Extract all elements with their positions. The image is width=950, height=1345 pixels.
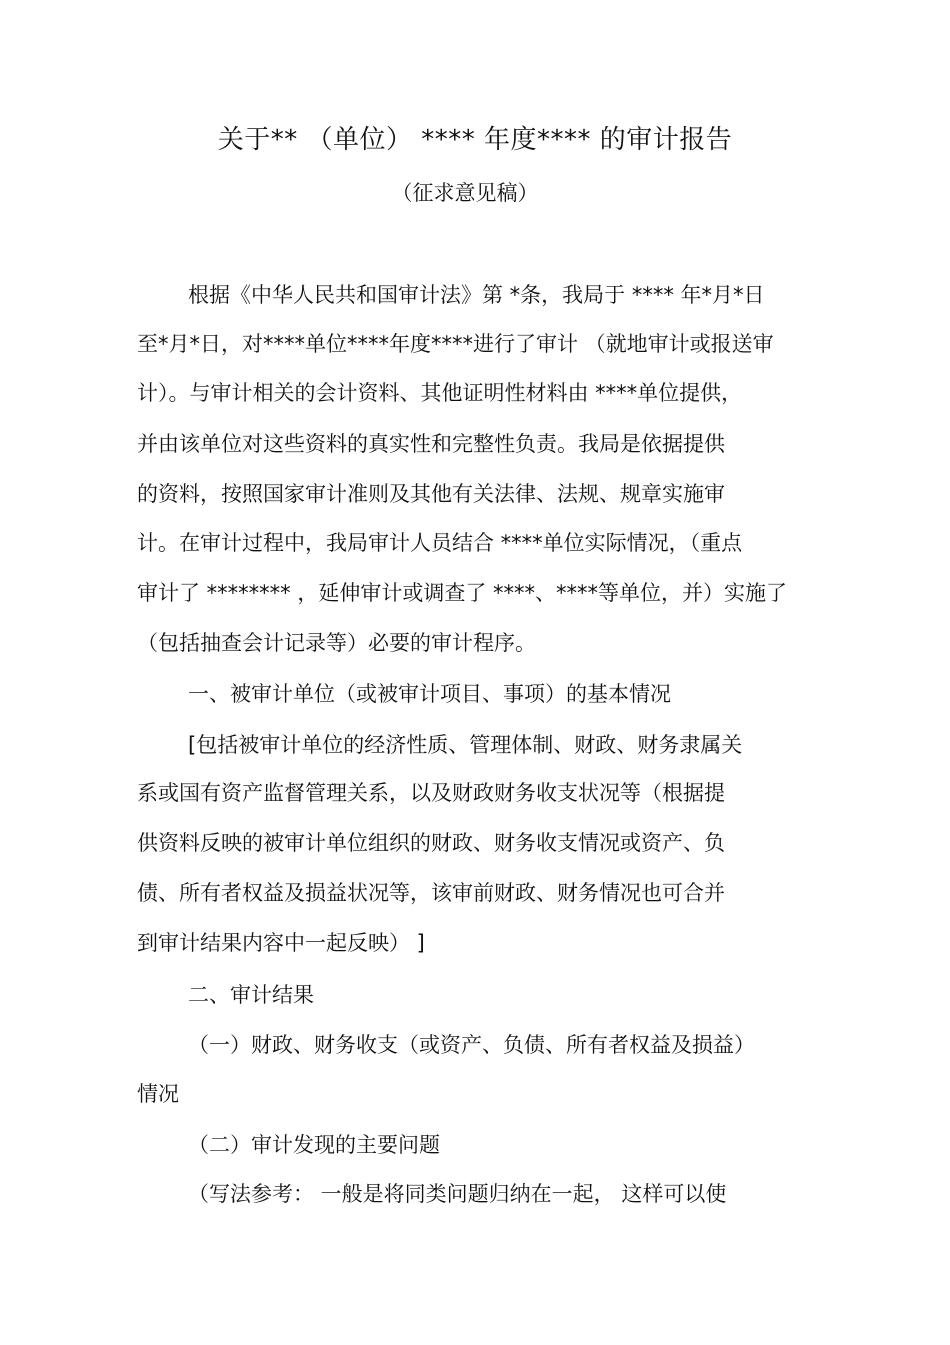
subsection-heading: （二）审计发现的主要问题: [188, 1133, 440, 1157]
section-heading: 一、被审计单位（或被审计项目、事项）的基本情况: [188, 682, 671, 706]
body-line: 根据《中华人民共和国审计法》第 *条，我局于 **** 年*月*日: [188, 283, 765, 307]
body-line: 债、所有者权益及损益状况等，该审前财政、财务情况也可合并: [137, 881, 725, 905]
body-line: 情况: [137, 1082, 179, 1106]
section-heading: 二、审计结果: [188, 983, 314, 1007]
subsection-heading: （一）财政、财务收支（或资产、负债、所有者权益及损益）: [188, 1033, 755, 1057]
body-line: （包括抽查会计记录等）必要的审计程序。: [137, 631, 536, 655]
document-title: 关于** （单位） **** 年度**** 的审计报告: [217, 125, 733, 155]
body-line: 供资料反映的被审计单位组织的财政、财务收支情况或资产、负: [137, 831, 725, 855]
body-line: 计）。与审计相关的会计资料、其他证明性材料由 ****单位提供，: [137, 381, 743, 405]
body-line: 审计了 ******** ，延伸审计或调查了 ****、****等单位，并）实施了: [137, 581, 788, 605]
body-line: 系或国有资产监督管理关系，以及财政财务收支状况等（根据提: [137, 781, 725, 805]
body-line: [包括被审计单位的经济性质、管理体制、财政、财务隶属关: [188, 733, 743, 757]
document-subtitle: （征求意见稿）: [391, 181, 539, 205]
body-line: （写法参考： 一般是将同类问题归纳在一起， 这样可以使: [188, 1182, 727, 1206]
body-line: 并由该单位对这些资料的真实性和完整性负责。我局是依据提供: [137, 432, 725, 456]
body-line: 到审计结果内容中一起反映） ]: [137, 931, 425, 955]
body-line: 计。在审计过程中，我局审计人员结合 ****单位实际情况，（重点: [137, 531, 743, 555]
body-line: 的资料，按照国家审计准则及其他有关法律、法规、规章实施审: [137, 482, 725, 506]
body-line: 至*月*日，对****单位****年度****进行了审计 （就地审计或报送审: [137, 332, 774, 356]
